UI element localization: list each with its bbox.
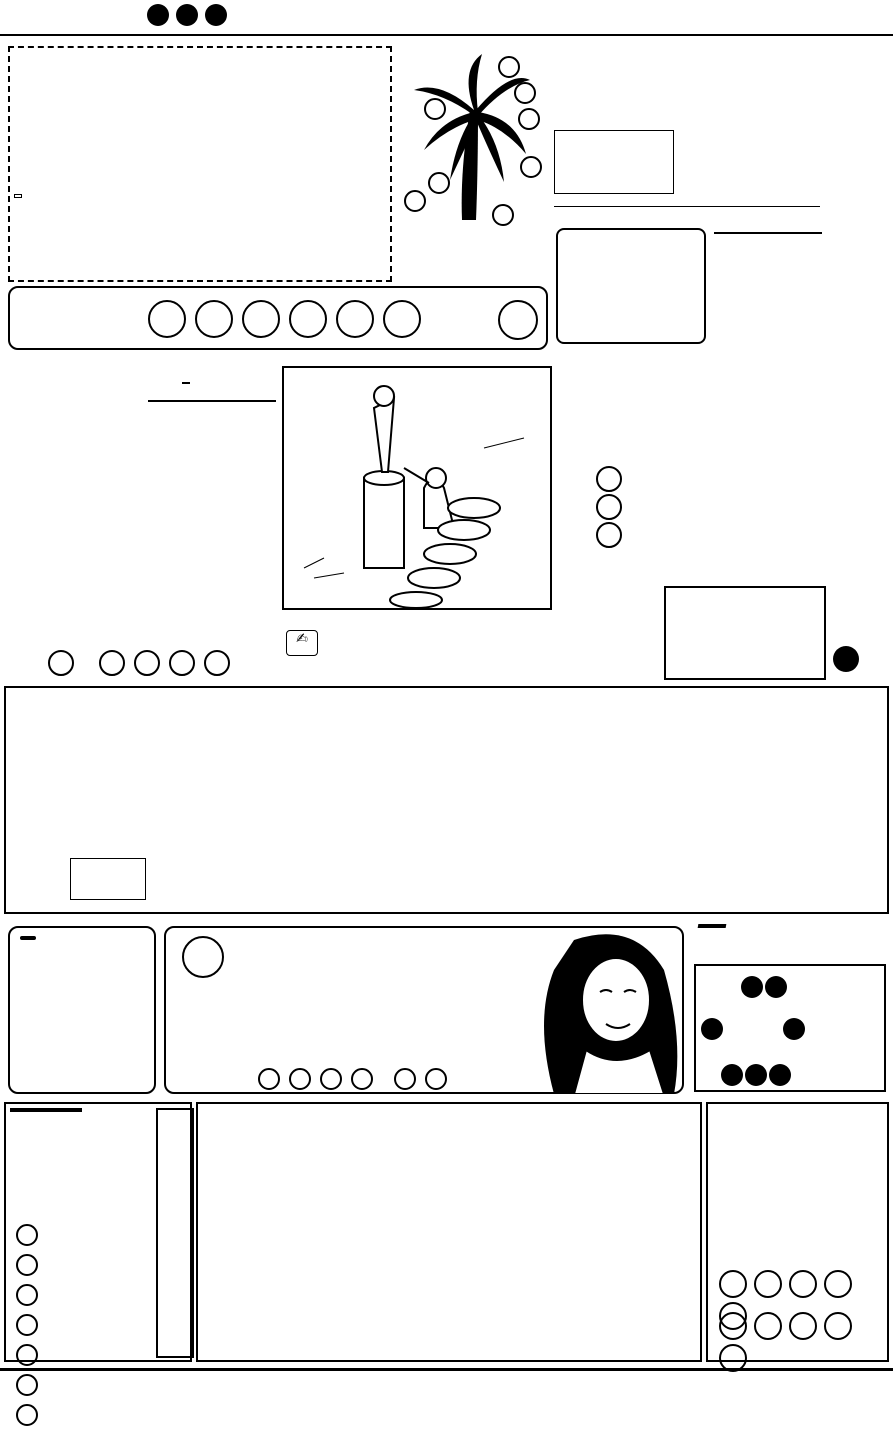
hot-ball: [147, 4, 169, 26]
top-left-body: [80, 148, 380, 266]
shensuan-ball: [16, 1284, 38, 1306]
weekday-label: [745, 233, 760, 234]
pick-ball: [425, 1068, 447, 1090]
result-bar: [8, 286, 548, 350]
combo-ball: [754, 1312, 782, 1340]
bo-body: [636, 352, 822, 548]
recent-head: [199, 401, 224, 402]
xuanji-box: [8, 926, 156, 1094]
eight-vertical-box: [156, 1108, 194, 1358]
miss-title-2: [182, 936, 224, 978]
portrait-image: [534, 930, 684, 1094]
tema-ball: [721, 1064, 743, 1086]
combo-ball: [789, 1312, 817, 1340]
tree-ball: [492, 204, 514, 226]
result-ball: [148, 300, 186, 338]
shensuan-commentary: [46, 1144, 126, 1354]
shensuan-title: [10, 1108, 82, 1112]
hotline: [554, 206, 820, 209]
combo-ball: [824, 1270, 852, 1298]
today-ball: [134, 650, 160, 676]
result-numbers: [146, 300, 423, 342]
weekday-label: [791, 233, 806, 234]
cartoon-image: [284, 368, 550, 608]
combo-box: [706, 1102, 889, 1362]
today-ball: [48, 650, 74, 676]
tema-mid: [783, 1018, 805, 1040]
right-badge: [833, 646, 859, 672]
bo-ball: [596, 466, 622, 492]
weekday-label: [806, 233, 821, 234]
hot-ball: [205, 4, 227, 26]
recent-head: [149, 401, 174, 402]
combo-ball: [824, 1312, 852, 1340]
tema-ball: [745, 1064, 767, 1086]
cartoon-frame: [282, 366, 552, 610]
tree-ball: [518, 108, 540, 130]
shensuan-numbers: [14, 1224, 44, 1430]
weekday-label: [776, 233, 791, 234]
combo-ball: [719, 1270, 747, 1298]
must-die-grid: [664, 586, 826, 680]
ten-draws: [4, 686, 889, 914]
hot-ball: [176, 4, 198, 26]
tema-ball: [769, 1064, 791, 1086]
weekday-label: [715, 233, 730, 234]
shensuan-ball: [16, 1344, 38, 1366]
combo-row-2: [718, 1312, 887, 1376]
masthead: [550, 44, 822, 240]
recent-ten: [142, 360, 278, 490]
pick-ball: [289, 1068, 311, 1090]
tree-ball: [498, 56, 520, 78]
shensuan-ball: [16, 1404, 38, 1426]
side-note: [14, 194, 22, 198]
recent-head: [174, 401, 199, 402]
must-die-section: [556, 586, 826, 682]
pick-ball: [394, 1068, 416, 1090]
must-die-body: [560, 614, 660, 680]
tema-title: [698, 924, 727, 928]
pick-ball: [351, 1068, 373, 1090]
result-ball: [195, 300, 233, 338]
combo-ball: [719, 1312, 747, 1340]
recent-subtitle: [182, 382, 190, 384]
result-ball: [242, 300, 280, 338]
result-ball: [383, 300, 421, 338]
bo-ball: [596, 494, 622, 520]
prize-box: [556, 228, 706, 344]
money-tree: [400, 50, 546, 274]
feng-body-2: [40, 508, 274, 638]
miss-bai-box: [164, 926, 684, 1094]
tree-ball: [520, 156, 542, 178]
tema-ball: [741, 976, 763, 998]
header-hot-numbers: [146, 4, 228, 30]
shensuan-ball: [16, 1254, 38, 1276]
top-left-box: [8, 46, 392, 282]
publisher: [555, 131, 673, 135]
combo-ball: [754, 1270, 782, 1298]
calendar: [714, 230, 822, 342]
combo-ball: [789, 1270, 817, 1298]
xuanji-title: [20, 936, 36, 940]
feng-body: [40, 372, 146, 498]
special-ball: [498, 300, 538, 340]
today-ball: [99, 650, 125, 676]
cartoon-section: [282, 360, 552, 682]
result-ball: [289, 300, 327, 338]
bo-ball: [596, 522, 622, 548]
tree-ball: [428, 172, 450, 194]
weekday-label: [760, 233, 775, 234]
feng-today-numbers: [46, 650, 232, 680]
shensuan-ball: [16, 1374, 38, 1396]
weekday-label: [730, 233, 745, 234]
cartoon-icon: ✍: [286, 630, 318, 656]
pick-ball: [258, 1068, 280, 1090]
tema-ball: [765, 976, 787, 998]
tema-section: [690, 924, 888, 1096]
shensuan-ball: [16, 1224, 38, 1246]
tema-ball: [701, 1018, 723, 1040]
header: [0, 0, 893, 36]
pick-ball: [320, 1068, 342, 1090]
recent-head: [250, 401, 275, 402]
tree-ball: [404, 190, 426, 212]
today-ball: [204, 650, 230, 676]
bo-section: [556, 350, 826, 586]
result-ball: [336, 300, 374, 338]
tree-ball: [424, 98, 446, 120]
recent-head: [225, 401, 250, 402]
tree-ball: [514, 82, 536, 104]
today-ball: [169, 650, 195, 676]
shensuan-ball: [16, 1314, 38, 1336]
